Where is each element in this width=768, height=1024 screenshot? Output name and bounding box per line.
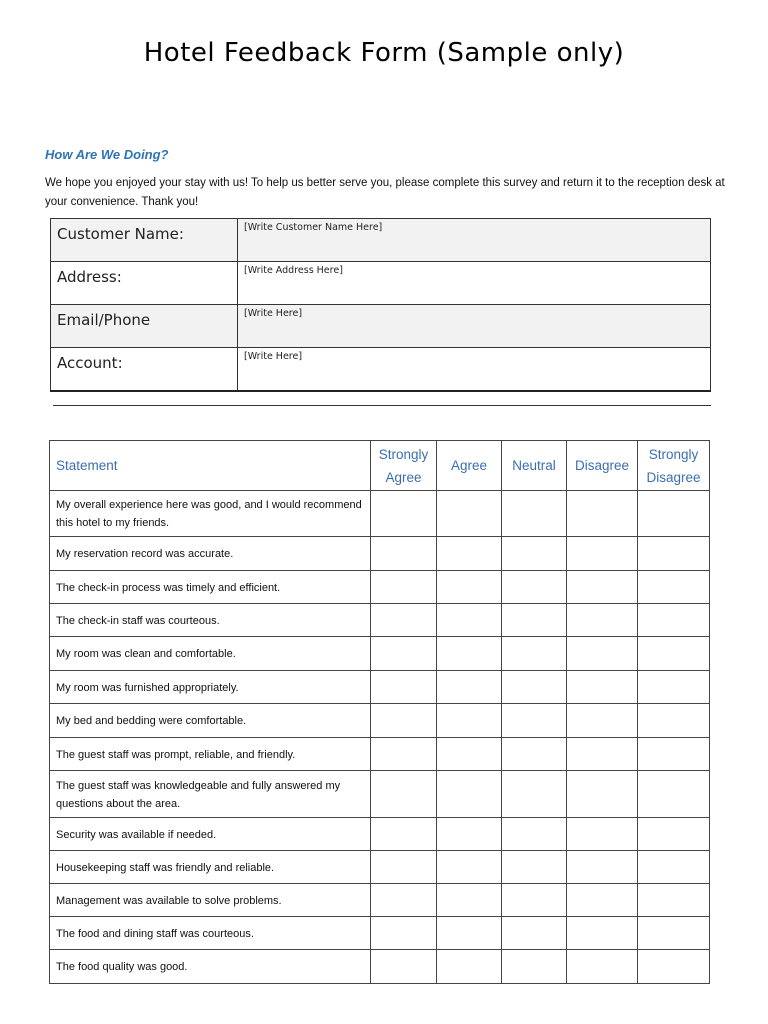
statement-cell: My overall experience here was good, and I would recommend this hotel to my friends. [50,491,371,537]
rating-cell-strongly-disagree[interactable] [638,671,710,704]
rating-cell-strongly-agree[interactable] [371,738,437,771]
statement-cell: The check-in process was timely and efficient. [50,571,371,604]
header-strongly-agree: Strongly Agree [371,441,437,491]
statement-cell: Management was available to solve problems. [50,884,371,917]
rating-cell-disagree[interactable] [567,917,638,950]
statement-cell: My bed and bedding were comfortable. [50,704,371,738]
rating-cell-agree[interactable] [437,704,502,738]
rating-cell-strongly-agree[interactable] [371,571,437,604]
rating-cell-strongly-disagree[interactable] [638,851,710,884]
statement-cell: Security was available if needed. [50,818,371,851]
rating-cell-disagree[interactable] [567,537,638,571]
rating-cell-neutral[interactable] [502,637,567,671]
rating-cell-strongly-agree[interactable] [371,491,437,537]
rating-cell-strongly-disagree[interactable] [638,704,710,738]
account-field[interactable]: [Write Here] [238,348,711,392]
rating-cell-agree[interactable] [437,491,502,537]
rating-cell-strongly-agree[interactable] [371,671,437,704]
rating-cell-agree[interactable] [437,537,502,571]
info-row-email-phone [51,305,711,348]
statement-cell: My room was furnished appropriately. [50,671,371,704]
account-label: Account: [51,348,238,392]
rating-cell-disagree[interactable] [567,818,638,851]
address-label: Address: [51,262,238,305]
address-field[interactable]: [Write Address Here] [238,262,711,305]
header-neutral: Neutral [502,441,567,491]
rating-cell-neutral[interactable] [502,950,567,984]
rating-cell-neutral[interactable] [502,818,567,851]
statement-cell: The food quality was good. [50,950,371,984]
rating-cell-strongly-disagree[interactable] [638,738,710,771]
rating-cell-agree[interactable] [437,604,502,637]
rating-cell-agree[interactable] [437,571,502,604]
table-row [50,818,710,851]
header-statement: Statement [50,441,371,491]
rating-cell-strongly-agree[interactable] [371,604,437,637]
info-row-account [51,348,711,392]
statement-cell: My room was clean and comfortable. [50,637,371,671]
rating-cell-neutral[interactable] [502,771,567,818]
table-row [50,771,710,818]
table-row [50,917,710,950]
statement-cell: The guest staff was prompt, reliable, and friendly. [50,738,371,771]
rating-cell-agree[interactable] [437,851,502,884]
table-row [50,637,710,671]
statement-cell: The food and dining staff was courteous. [50,917,371,950]
email-phone-field[interactable]: [Write Here] [238,305,711,348]
rating-cell-strongly-agree[interactable] [371,950,437,984]
section-heading: How Are We Doing? [45,147,169,162]
rating-cell-strongly-disagree[interactable] [638,771,710,818]
rating-cell-agree[interactable] [437,917,502,950]
rating-cell-disagree[interactable] [567,671,638,704]
rating-cell-neutral[interactable] [502,851,567,884]
header-disagree: Disagree [567,441,638,491]
header-agree: Agree [437,441,502,491]
rating-cell-disagree[interactable] [567,950,638,984]
statement-cell: The check-in staff was courteous. [50,604,371,637]
table-row [50,491,710,537]
rating-cell-agree[interactable] [437,771,502,818]
section-divider [53,405,711,406]
rating-cell-strongly-agree[interactable] [371,637,437,671]
statement-cell: The guest staff was knowledgeable and fully answered my questions about the area. [50,771,371,818]
rating-cell-neutral[interactable] [502,917,567,950]
info-row-customer-name [51,219,711,262]
rating-cell-strongly-agree[interactable] [371,537,437,571]
table-row [50,604,710,637]
rating-cell-strongly-disagree[interactable] [638,537,710,571]
rating-cell-agree[interactable] [437,818,502,851]
email-phone-label: Email/Phone [51,305,238,348]
rating-cell-disagree[interactable] [567,637,638,671]
info-row-address [51,262,711,305]
rating-cell-disagree[interactable] [567,884,638,917]
rating-cell-disagree[interactable] [567,604,638,637]
rating-cell-strongly-disagree[interactable] [638,637,710,671]
rating-cell-neutral[interactable] [502,704,567,738]
rating-cell-disagree[interactable] [567,771,638,818]
rating-cell-strongly-agree[interactable] [371,771,437,818]
table-row [50,537,710,571]
rating-cell-strongly-disagree[interactable] [638,491,710,537]
rating-cell-agree[interactable] [437,738,502,771]
rating-cell-neutral[interactable] [502,571,567,604]
rating-cell-agree[interactable] [437,950,502,984]
rating-cell-neutral[interactable] [502,491,567,537]
rating-cell-disagree[interactable] [567,851,638,884]
table-row [50,738,710,771]
rating-cell-strongly-agree[interactable] [371,818,437,851]
rating-cell-agree[interactable] [437,884,502,917]
rating-cell-strongly-disagree[interactable] [638,604,710,637]
rating-cell-strongly-disagree[interactable] [638,950,710,984]
rating-cell-neutral[interactable] [502,537,567,571]
rating-cell-agree[interactable] [437,637,502,671]
table-row [50,571,710,604]
rating-cell-strongly-disagree[interactable] [638,917,710,950]
survey-header-row [50,441,710,491]
rating-cell-disagree[interactable] [567,704,638,738]
rating-cell-disagree[interactable] [567,571,638,604]
rating-cell-strongly-agree[interactable] [371,704,437,738]
rating-cell-neutral[interactable] [502,738,567,771]
statement-cell: Housekeeping staff was friendly and reliable. [50,851,371,884]
intro-text: We hope you enjoyed your stay with us! To help us better serve you, please complete this survey and return it to the reception desk at your convenience. Thank you! [45,177,725,208]
customer-name-field[interactable]: [Write Customer Name Here] [238,219,711,262]
header-strongly-disagree: Strongly Disagree [638,441,710,491]
table-row [50,704,710,738]
rating-cell-disagree[interactable] [567,738,638,771]
rating-cell-disagree[interactable] [567,491,638,537]
rating-cell-agree[interactable] [437,671,502,704]
page-title: Hotel Feedback Form (Sample only) [143,38,625,68]
customer-name-label: Customer Name: [51,219,238,262]
rating-cell-neutral[interactable] [502,604,567,637]
statement-cell: My reservation record was accurate. [50,537,371,571]
survey-table [49,440,710,984]
rating-cell-strongly-disagree[interactable] [638,571,710,604]
table-row [50,950,710,984]
rating-cell-strongly-disagree[interactable] [638,818,710,851]
rating-cell-strongly-agree[interactable] [371,851,437,884]
table-row [50,671,710,704]
customer-info-table [50,218,711,392]
rating-cell-strongly-agree[interactable] [371,884,437,917]
table-row [50,884,710,917]
rating-cell-neutral[interactable] [502,671,567,704]
rating-cell-neutral[interactable] [502,884,567,917]
table-row [50,851,710,884]
rating-cell-strongly-disagree[interactable] [638,884,710,917]
rating-cell-strongly-agree[interactable] [371,917,437,950]
